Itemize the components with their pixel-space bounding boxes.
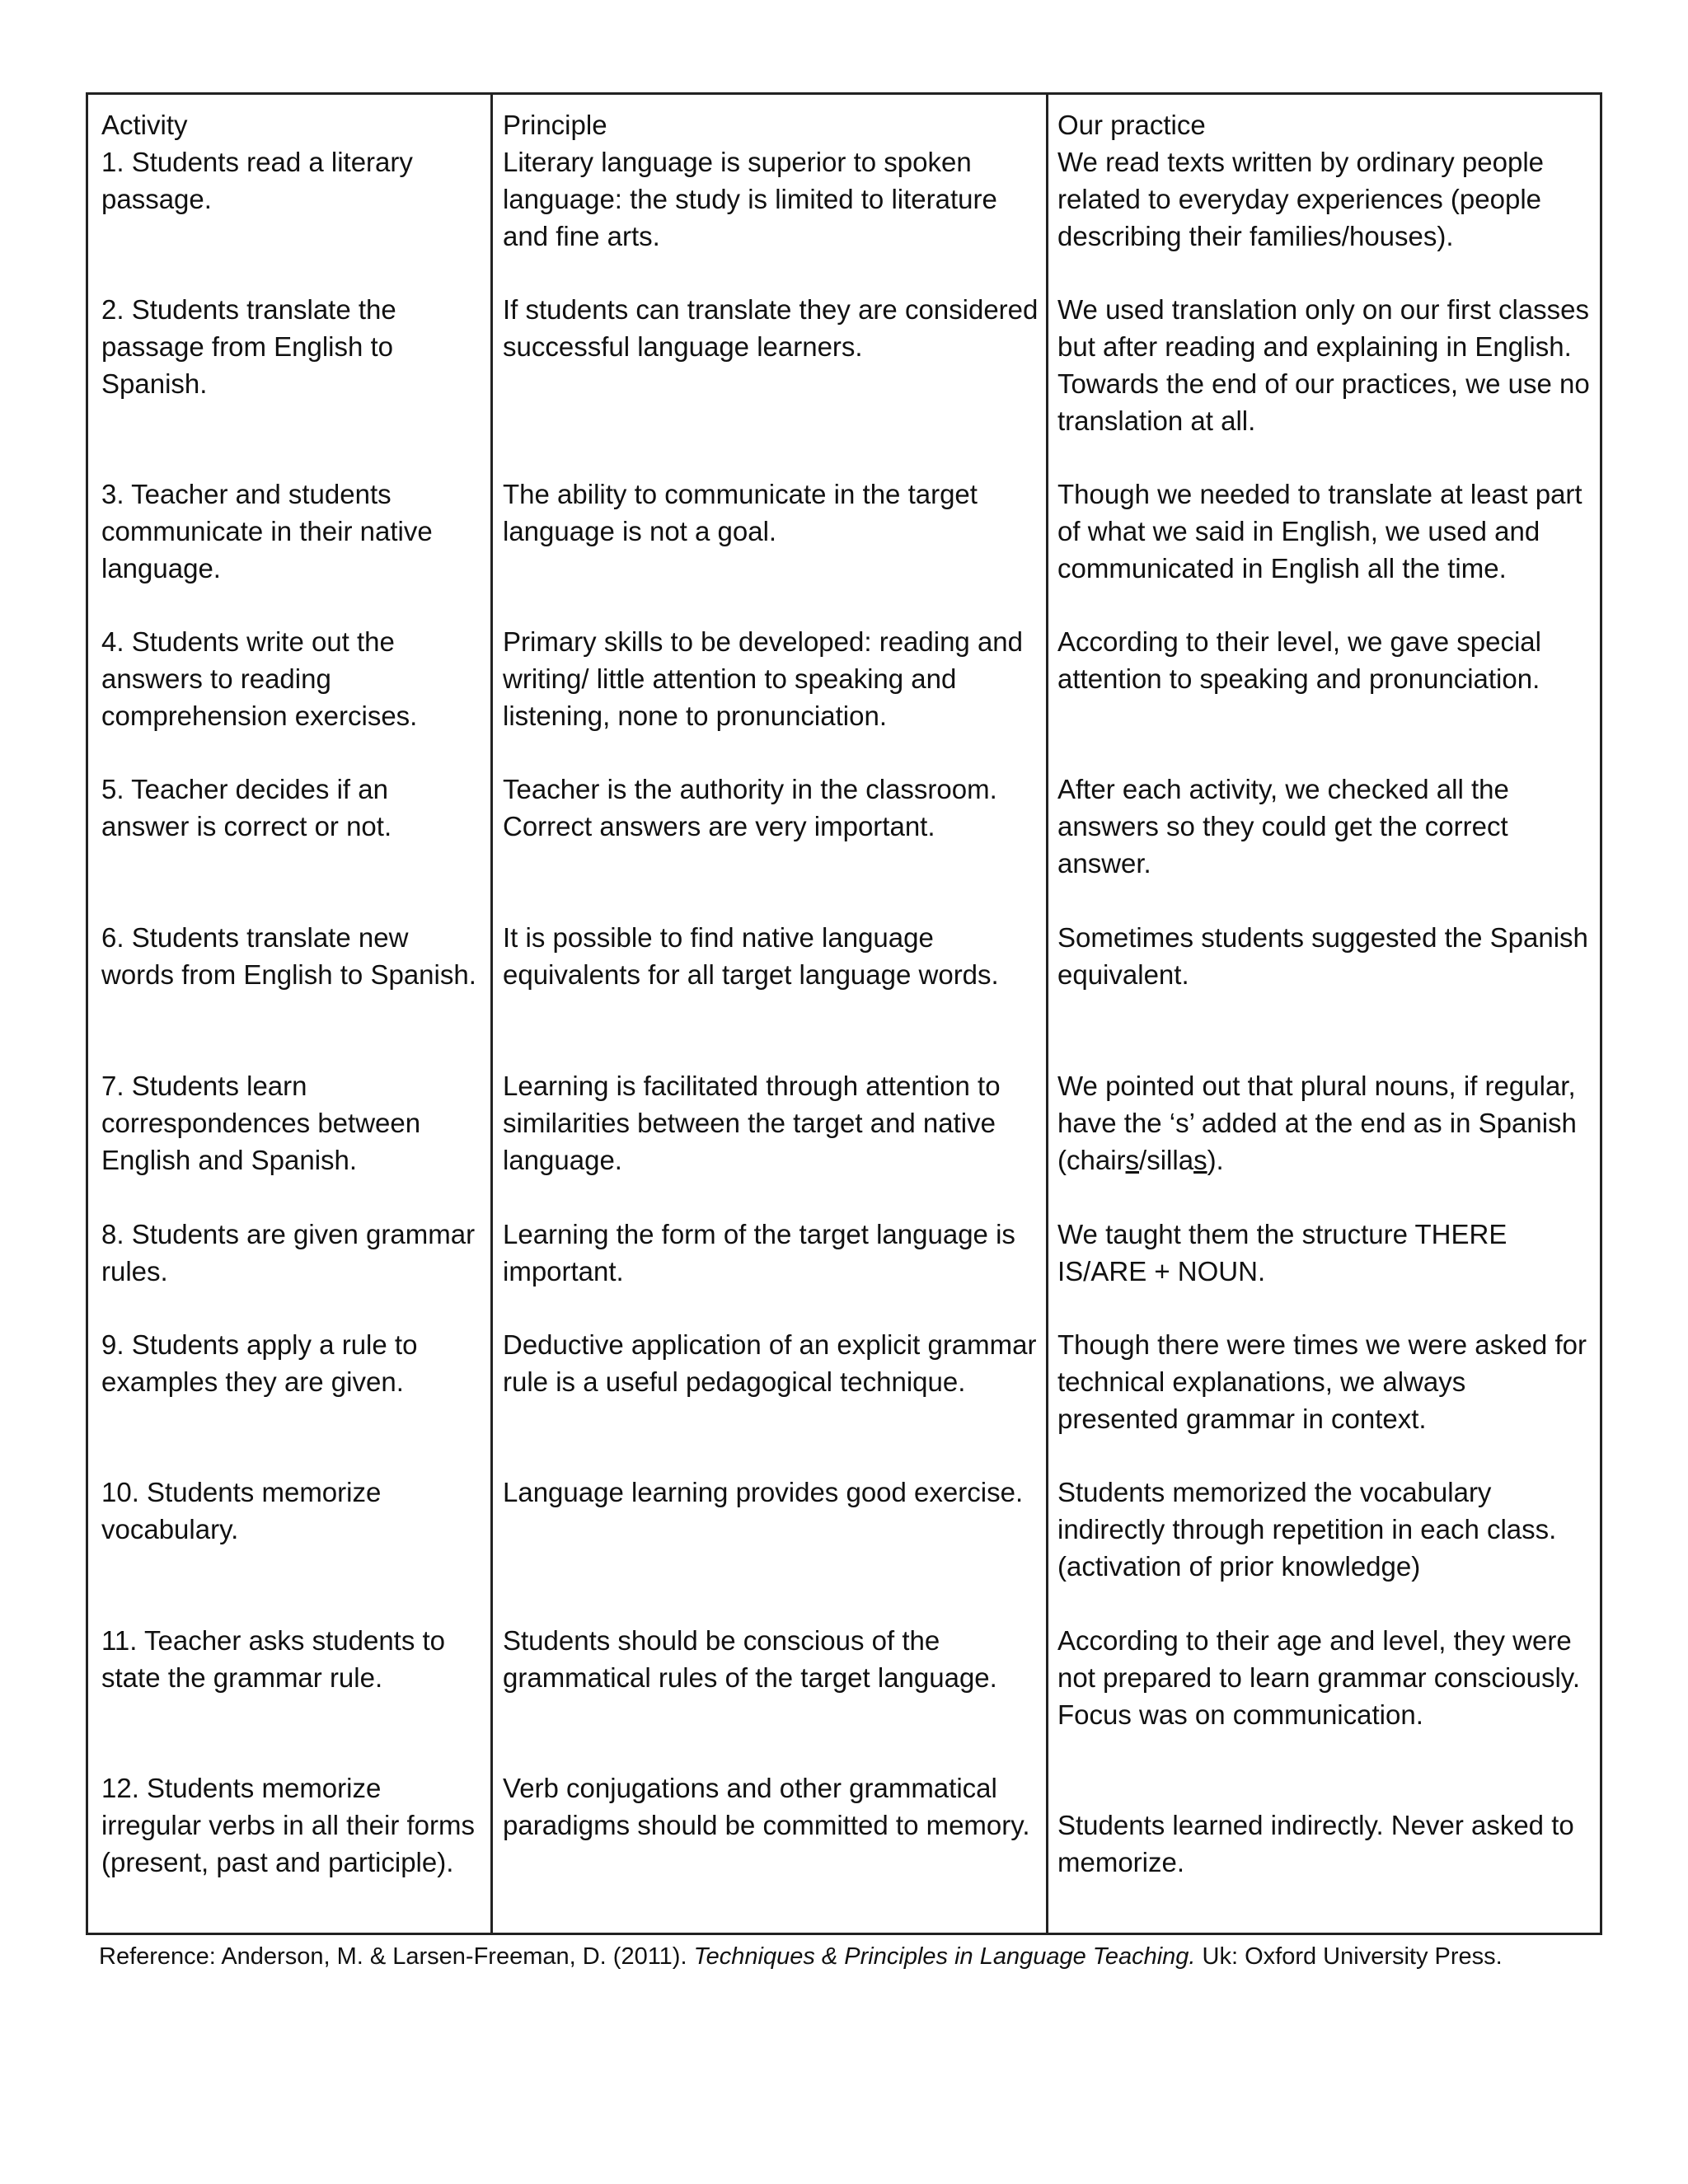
underlined-plural-s: s xyxy=(1125,1145,1140,1175)
reference-citation xyxy=(99,1940,1599,1973)
principle-text: Learning is facilitated through attention to similarities between the target and native language. xyxy=(503,1071,1001,1175)
practice-text: Though there were times we were asked for technical explanations, we always presented grammar in context. xyxy=(1057,1329,1587,1434)
activity-cell xyxy=(101,106,481,218)
practice-text: We read texts written by ordinary people related to everyday experiences (people describing their families/houses). xyxy=(1057,147,1545,251)
practice-text: Sometimes students suggested the Spanish equivalent. xyxy=(1057,922,1588,990)
column-header-practice: Our practice xyxy=(1057,110,1206,140)
practice-text-part: /silla xyxy=(1139,1145,1194,1175)
principle-text: Primary skills to be developed: reading and writing/ little attention to speaking and listening, none to pronunciation. xyxy=(503,626,1024,731)
practice-text-part: ). xyxy=(1207,1145,1224,1175)
activity-text: 6. Students translate new words from English to Spanish. xyxy=(101,922,476,990)
comparison-table xyxy=(86,92,1602,1935)
principle-text: Verb conjugations and other grammatical paradigms should be committed to memory. xyxy=(503,1773,1030,1840)
activity-text: 11. Teacher asks students to state the grammar rule. xyxy=(101,1625,446,1693)
reference-prefix: Reference: Anderson, M. & Larsen-Freeman, D. (2011). xyxy=(99,1943,694,1970)
activity-text: 4. Students write out the answers to reading comprehension exercises. xyxy=(101,626,418,731)
principle-text: The ability to communicate in the target language is not a goal. xyxy=(503,479,978,546)
practice-text: We taught them the structure THERE IS/ARE + NOUN. xyxy=(1057,1219,1507,1286)
activity-text: 10. Students memorize vocabulary. xyxy=(101,1477,382,1544)
column-divider xyxy=(1046,95,1048,1933)
practice-text-part: We pointed out that plural nouns, if regular, have the ‘s’ added at the end as in Spanish (chair xyxy=(1057,1071,1577,1175)
activity-text: 9. Students apply a rule to examples they are given. xyxy=(101,1329,418,1397)
activity-text: 5. Teacher decides if an answer is correct or not. xyxy=(101,774,392,841)
principle-text: If students can translate they are considered successful language learners. xyxy=(503,294,1039,362)
principle-text: Language learning provides good exercise. xyxy=(503,1477,1024,1507)
principle-text: Deductive application of an explicit grammar rule is a useful pedagogical technique. xyxy=(503,1329,1037,1397)
practice-text xyxy=(1057,1067,1593,1179)
activity-text: 8. Students are given grammar rules. xyxy=(101,1219,476,1286)
practice-cell xyxy=(1057,106,1593,255)
practice-text: Though we needed to translate at least part of what we said in English, we used and communicated in English all the time. xyxy=(1057,479,1582,583)
practice-text: Students memorized the vocabulary indirectly through repetition in each class. (activation of prior knowledge) xyxy=(1057,1477,1557,1582)
column-divider xyxy=(490,95,493,1933)
practice-text: Students learned indirectly. Never asked to memorize. xyxy=(1057,1810,1574,1877)
principle-text: Learning the form of the target language is important. xyxy=(503,1219,1015,1286)
principle-text: Teacher is the authority in the classroom. Correct answers are very important. xyxy=(503,774,997,841)
activity-text: 12. Students memorize irregular verbs in all their forms (present, past and participle). xyxy=(101,1773,475,1877)
practice-text: According to their level, we gave special attention to speaking and pronunciation. xyxy=(1057,626,1541,694)
reference-book-title: Techniques & Principles in Language Teaching. xyxy=(693,1943,1196,1970)
reference-suffix: Uk: Oxford University Press. xyxy=(1195,1943,1503,1970)
principle-cell xyxy=(503,106,1039,255)
principle-text: Literary language is superior to spoken language: the study is limited to literature and fine arts. xyxy=(503,147,997,251)
activity-text: 1. Students read a literary passage. xyxy=(101,147,413,214)
activity-text: 3. Teacher and students communicate in their native language. xyxy=(101,479,433,583)
activity-text: 2. Students translate the passage from English to Spanish. xyxy=(101,294,396,399)
column-header-activity: Activity xyxy=(101,110,188,140)
principle-text: It is possible to find native language equivalents for all target language words. xyxy=(503,922,999,990)
practice-text: After each activity, we checked all the answers so they could get the correct answer. xyxy=(1057,774,1509,879)
underlined-plural-s: s xyxy=(1193,1145,1207,1175)
column-header-principle: Principle xyxy=(503,110,607,140)
activity-text: 7. Students learn correspondences between English and Spanish. xyxy=(101,1071,421,1175)
practice-text: We used translation only on our first classes but after reading and explaining in English. Towards the end of our practices, we use no translation at all. xyxy=(1057,294,1590,436)
principle-text: Students should be conscious of the grammatical rules of the target language. xyxy=(503,1625,997,1693)
practice-text: According to their age and level, they were not prepared to learn grammar consciously. Focus was on communication. xyxy=(1057,1625,1581,1730)
